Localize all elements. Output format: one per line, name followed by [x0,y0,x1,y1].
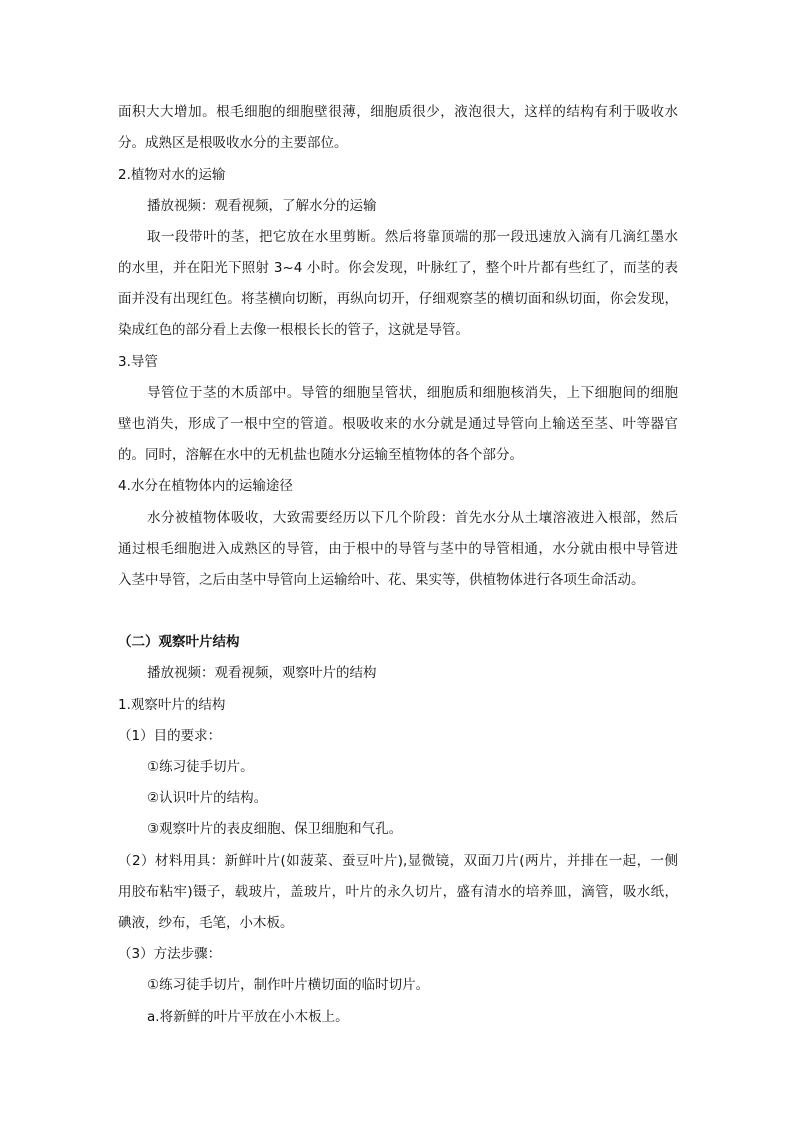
section-heading-water-transport: 2.植物对水的运输 [118,167,226,183]
paragraph-line: 面积大大增加。根毛细胞的细胞壁很薄，细胞质很少，液泡很大，这样的结构有利于吸收水 [118,104,678,120]
paragraph-line: 的。同时，溶解在水中的无机盐也随水分运输至植物体的各个部分。 [118,447,523,463]
list-heading: （1）目的要求： [118,728,222,744]
paragraph-line: 水分被植物体吸收，大致需要经历以下几个阶段：首先水分从土壤溶液进入根部，然后 [147,510,678,526]
paragraph-line: 碘液，纱布，毛笔，小木板。 [118,915,294,931]
list-item: ①练习徒手切片，制作叶片横切面的临时切片。 [147,977,430,993]
paragraph-line: 播放视频：观看视频，了解水分的运输 [147,198,377,214]
paragraph-line: 取一段带叶的茎，把它放在水里剪断。然后将靠顶端的那一段迅速放入滴有几滴红墨水 [147,229,678,245]
paragraph-line: 分。成熟区是根吸收水分的主要部位。 [118,135,348,151]
paragraph-line: 播放视频：观看视频，观察叶片的结构 [147,665,377,681]
list-item: ②认识叶片的结构。 [147,790,268,806]
paragraph-line: 导管位于茎的木质部中。导管的细胞呈管状，细胞质和细胞核消失，上下细胞间的细胞 [147,385,678,401]
section-heading-vessel: 3.导管 [118,354,158,370]
list-item: ①练习徒手切片。 [147,759,254,775]
paragraph-line: 壁也消失，形成了一根中空的管道。根吸收来的水分就是通过导管向上输送至茎、叶等器官 [118,416,678,432]
paragraph-line: 用胶布粘牢)镊子，载玻片，盖玻片，叶片的永久切片，盛有清水的培养皿，滴管，吸水纸， [118,884,678,900]
paragraph-line: 染成红色的部分看上去像一根根长长的管子，这就是导管。 [118,322,469,338]
paragraph-line: （2）材料用具：新鲜叶片(如菠菜、蚕豆叶片),显微镜，双面刀片(两片，并排在一起，一侧 [118,853,678,869]
subsection-heading: 1.观察叶片的结构 [118,697,226,713]
paragraph-line: 入茎中导管，之后由茎中导管向上运输给叶、花、果实等，供植物体进行各项生命活动。 [118,572,645,588]
section-heading-leaf-structure: （二）观察叶片结构 [118,634,240,650]
list-heading: （3）方法步骤： [118,946,222,962]
list-item: ③观察叶片的表皮细胞、保卫细胞和气孔。 [147,821,403,837]
paragraph-line: 面并没有出现红色。将茎横向切断，再纵向切开，仔细观察茎的横切面和纵切面，你会发现， [118,291,678,307]
paragraph-line: 通过根毛细胞进入成熟区的导管，由于根中的导管与茎中的导管相通，水分就由根中导管进 [118,541,678,557]
paragraph-line: 的水里，并在阳光下照射 3~4 小时。你会发现，叶脉红了，整个叶片都有些红了，而茎的表 [118,260,678,276]
list-item: a.将新鲜的叶片平放在小木板上。 [147,1009,349,1025]
section-heading-transport-path: 4.水分在植物体内的运输途径 [118,478,293,494]
